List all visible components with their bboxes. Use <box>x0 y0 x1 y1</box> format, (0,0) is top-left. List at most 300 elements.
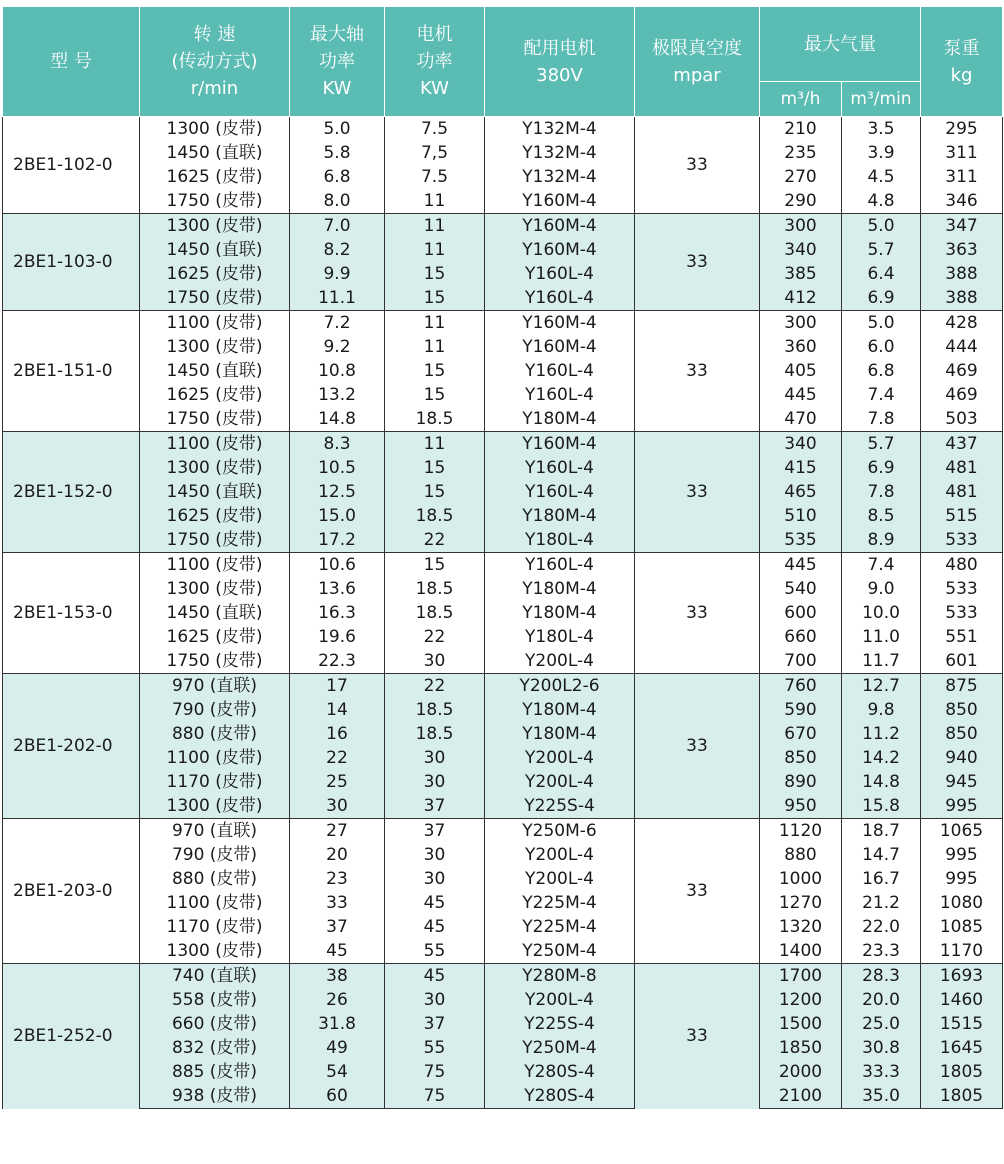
header-motor-line: 380V <box>536 64 583 86</box>
motor-model-cell: Y280S-4 <box>485 1060 635 1084</box>
airflow-m3h-cell: 1850 <box>760 1036 842 1060</box>
speed-cell: 1750 (皮带) <box>140 286 290 311</box>
model-group <box>3 117 1003 214</box>
table-row <box>3 262 1003 286</box>
airflow-m3min-cell: 9.8 <box>842 698 921 722</box>
weight-cell: 515 <box>921 504 1003 528</box>
airflow-m3h-cell: 1200 <box>760 988 842 1012</box>
header-vacuum-line: 极限真空度 <box>652 37 742 59</box>
table-header <box>3 7 1003 117</box>
weight-cell: 995 <box>921 794 1003 819</box>
airflow-m3min-cell: 9.0 <box>842 577 921 601</box>
shaft-power-cell: 16 <box>290 722 385 746</box>
motor-model-cell: Y200L-4 <box>485 770 635 794</box>
motor-power-cell: 75 <box>385 1084 485 1109</box>
airflow-m3min-cell: 5.0 <box>842 311 921 336</box>
motor-power-cell: 37 <box>385 794 485 819</box>
shaft-power-cell: 33 <box>290 891 385 915</box>
shaft-power-cell: 12.5 <box>290 480 385 504</box>
airflow-m3h-cell: 340 <box>760 432 842 457</box>
speed-cell: 790 (皮带) <box>140 843 290 867</box>
shaft-power-cell: 17 <box>290 674 385 699</box>
table-row <box>3 770 1003 794</box>
motor-power-cell: 15 <box>385 383 485 407</box>
weight-cell: 1080 <box>921 891 1003 915</box>
airflow-m3h-cell: 270 <box>760 165 842 189</box>
airflow-m3h-cell: 210 <box>760 117 842 142</box>
weight-cell: 346 <box>921 189 1003 214</box>
airflow-m3min-cell: 14.7 <box>842 843 921 867</box>
airflow-m3min-cell: 3.5 <box>842 117 921 142</box>
airflow-m3min-cell: 14.8 <box>842 770 921 794</box>
speed-cell: 1100 (皮带) <box>140 432 290 457</box>
motor-power-cell: 11 <box>385 432 485 457</box>
speed-cell: 1300 (皮带) <box>140 117 290 142</box>
airflow-m3h-cell: 700 <box>760 649 842 674</box>
motor-power-cell: 45 <box>385 964 485 989</box>
airflow-m3h-cell: 1400 <box>760 939 842 964</box>
airflow-m3min-cell: 28.3 <box>842 964 921 989</box>
airflow-m3h-cell: 2000 <box>760 1060 842 1084</box>
weight-cell: 601 <box>921 649 1003 674</box>
table-row <box>3 794 1003 819</box>
airflow-m3min-cell: 14.2 <box>842 746 921 770</box>
header-vacuum <box>635 7 760 117</box>
motor-model-cell: Y160L-4 <box>485 456 635 480</box>
model-cell: 2BE1-152-0 <box>3 432 140 553</box>
model-group <box>3 214 1003 311</box>
shaft-power-cell: 5.0 <box>290 117 385 142</box>
table-row <box>3 988 1003 1012</box>
airflow-m3h-cell: 600 <box>760 601 842 625</box>
vacuum-cell: 33 <box>635 432 760 553</box>
motor-model-cell: Y225M-4 <box>485 891 635 915</box>
table-row <box>3 189 1003 214</box>
motor-model-cell: Y280M-8 <box>485 964 635 989</box>
airflow-m3h-cell: 235 <box>760 141 842 165</box>
motor-power-cell: 18.5 <box>385 698 485 722</box>
motor-model-cell: Y180L-4 <box>485 625 635 649</box>
airflow-m3min-cell: 6.8 <box>842 359 921 383</box>
airflow-m3min-cell: 8.5 <box>842 504 921 528</box>
vacuum-cell: 33 <box>635 117 760 214</box>
airflow-m3h-cell: 880 <box>760 843 842 867</box>
weight-cell: 1065 <box>921 819 1003 844</box>
table-row <box>3 214 1003 239</box>
motor-model-cell: Y200L-4 <box>485 746 635 770</box>
motor-power-cell: 37 <box>385 819 485 844</box>
airflow-m3min-cell: 16.7 <box>842 867 921 891</box>
airflow-m3min-cell: 3.9 <box>842 141 921 165</box>
motor-power-cell: 45 <box>385 915 485 939</box>
motor-power-cell: 30 <box>385 649 485 674</box>
model-cell: 2BE1-103-0 <box>3 214 140 311</box>
shaft-power-cell: 10.8 <box>290 359 385 383</box>
airflow-m3min-cell: 6.4 <box>842 262 921 286</box>
airflow-m3min-cell: 35.0 <box>842 1084 921 1109</box>
shaft-power-cell: 30 <box>290 794 385 819</box>
airflow-m3min-cell: 7.4 <box>842 383 921 407</box>
airflow-m3min-cell: 23.3 <box>842 939 921 964</box>
airflow-m3min-cell: 7.8 <box>842 480 921 504</box>
airflow-m3min-cell: 18.7 <box>842 819 921 844</box>
airflow-m3h-cell: 360 <box>760 335 842 359</box>
speed-cell: 1450 (直联) <box>140 359 290 383</box>
airflow-m3h-cell: 590 <box>760 698 842 722</box>
airflow-m3h-cell: 850 <box>760 746 842 770</box>
motor-model-cell: Y280S-4 <box>485 1084 635 1109</box>
table-row <box>3 141 1003 165</box>
model-cell: 2BE1-252-0 <box>3 964 140 1109</box>
table-row <box>3 674 1003 699</box>
weight-cell: 875 <box>921 674 1003 699</box>
vacuum-cell: 33 <box>635 964 760 1109</box>
header-vacuum-line: mpar <box>673 64 721 86</box>
table-row <box>3 891 1003 915</box>
table-row <box>3 165 1003 189</box>
header-weight-line: 泵重 <box>943 37 980 59</box>
speed-cell: 740 (直联) <box>140 964 290 989</box>
table-row <box>3 843 1003 867</box>
speed-cell: 790 (皮带) <box>140 698 290 722</box>
table-row <box>3 311 1003 336</box>
table-row <box>3 601 1003 625</box>
airflow-m3h-cell: 535 <box>760 528 842 553</box>
motor-power-cell: 15 <box>385 480 485 504</box>
airflow-m3h-cell: 1120 <box>760 819 842 844</box>
airflow-m3h-cell: 405 <box>760 359 842 383</box>
speed-cell: 1625 (皮带) <box>140 165 290 189</box>
shaft-power-cell: 9.2 <box>290 335 385 359</box>
model-cell: 2BE1-102-0 <box>3 117 140 214</box>
header-speed-line: (传动方式) <box>171 51 258 72</box>
airflow-m3min-cell: 25.0 <box>842 1012 921 1036</box>
motor-power-cell: 18.5 <box>385 601 485 625</box>
shaft-power-cell: 9.9 <box>290 262 385 286</box>
weight-cell: 481 <box>921 456 1003 480</box>
table-row <box>3 528 1003 553</box>
header-airflow: 最大气量 <box>760 7 921 82</box>
table-row <box>3 939 1003 964</box>
airflow-m3min-cell: 12.7 <box>842 674 921 699</box>
table-row <box>3 504 1003 528</box>
shaft-power-cell: 49 <box>290 1036 385 1060</box>
airflow-m3min-cell: 22.0 <box>842 915 921 939</box>
motor-power-cell: 15 <box>385 359 485 383</box>
model-cell: 2BE1-203-0 <box>3 819 140 964</box>
motor-model-cell: Y132M-4 <box>485 165 635 189</box>
motor-model-cell: Y160M-4 <box>485 335 635 359</box>
motor-model-cell: Y160M-4 <box>485 214 635 239</box>
weight-cell: 1515 <box>921 1012 1003 1036</box>
table-row <box>3 407 1003 432</box>
motor-power-cell: 22 <box>385 528 485 553</box>
motor-power-cell: 11 <box>385 238 485 262</box>
weight-cell: 533 <box>921 601 1003 625</box>
weight-cell: 533 <box>921 528 1003 553</box>
weight-cell: 850 <box>921 698 1003 722</box>
table-row <box>3 480 1003 504</box>
airflow-m3min-cell: 20.0 <box>842 988 921 1012</box>
motor-model-cell: Y160L-4 <box>485 383 635 407</box>
motor-model-cell: Y132M-4 <box>485 141 635 165</box>
weight-cell: 311 <box>921 141 1003 165</box>
weight-cell: 1693 <box>921 964 1003 989</box>
motor-model-cell: Y160M-4 <box>485 238 635 262</box>
header-shaft-power <box>290 7 385 117</box>
speed-cell: 1100 (皮带) <box>140 553 290 578</box>
speed-cell: 1170 (皮带) <box>140 915 290 939</box>
airflow-m3h-cell: 660 <box>760 625 842 649</box>
speed-cell: 1625 (皮带) <box>140 262 290 286</box>
airflow-m3h-cell: 890 <box>760 770 842 794</box>
table-row <box>3 746 1003 770</box>
motor-power-cell: 15 <box>385 262 485 286</box>
table-row <box>3 1084 1003 1109</box>
motor-model-cell: Y250M-4 <box>485 1036 635 1060</box>
speed-cell: 1450 (直联) <box>140 480 290 504</box>
weight-cell: 533 <box>921 577 1003 601</box>
motor-power-cell: 30 <box>385 746 485 770</box>
motor-power-cell: 11 <box>385 311 485 336</box>
header-weight <box>921 7 1003 117</box>
shaft-power-cell: 38 <box>290 964 385 989</box>
table-row <box>3 698 1003 722</box>
motor-model-cell: Y180M-4 <box>485 504 635 528</box>
airflow-m3h-cell: 385 <box>760 262 842 286</box>
motor-model-cell: Y180M-4 <box>485 722 635 746</box>
airflow-m3h-cell: 465 <box>760 480 842 504</box>
table-row <box>3 286 1003 311</box>
speed-cell: 1750 (皮带) <box>140 528 290 553</box>
table-row <box>3 1036 1003 1060</box>
speed-cell: 1450 (直联) <box>140 141 290 165</box>
shaft-power-cell: 45 <box>290 939 385 964</box>
airflow-m3h-cell: 300 <box>760 311 842 336</box>
airflow-m3h-cell: 415 <box>760 456 842 480</box>
airflow-m3min-cell: 11.7 <box>842 649 921 674</box>
motor-power-cell: 30 <box>385 867 485 891</box>
weight-cell: 363 <box>921 238 1003 262</box>
table-row <box>3 456 1003 480</box>
motor-power-cell: 18.5 <box>385 722 485 746</box>
speed-cell: 880 (皮带) <box>140 722 290 746</box>
motor-model-cell: Y200L2-6 <box>485 674 635 699</box>
weight-cell: 480 <box>921 553 1003 578</box>
model-group <box>3 553 1003 674</box>
weight-cell: 995 <box>921 843 1003 867</box>
motor-power-cell: 75 <box>385 1060 485 1084</box>
speed-cell: 1100 (皮带) <box>140 311 290 336</box>
shaft-power-cell: 22.3 <box>290 649 385 674</box>
shaft-power-cell: 27 <box>290 819 385 844</box>
airflow-m3h-cell: 1270 <box>760 891 842 915</box>
motor-model-cell: Y160L-4 <box>485 359 635 383</box>
motor-model-cell: Y160L-4 <box>485 553 635 578</box>
shaft-power-cell: 6.8 <box>290 165 385 189</box>
speed-cell: 558 (皮带) <box>140 988 290 1012</box>
vacuum-cell: 33 <box>635 214 760 311</box>
table-row <box>3 1012 1003 1036</box>
airflow-m3h-cell: 510 <box>760 504 842 528</box>
motor-model-cell: Y180M-4 <box>485 407 635 432</box>
airflow-m3min-cell: 11.0 <box>842 625 921 649</box>
motor-power-cell: 7,5 <box>385 141 485 165</box>
vacuum-cell: 33 <box>635 553 760 674</box>
shaft-power-cell: 31.8 <box>290 1012 385 1036</box>
speed-cell: 1625 (皮带) <box>140 625 290 649</box>
table-row <box>3 117 1003 142</box>
model-cell: 2BE1-153-0 <box>3 553 140 674</box>
motor-model-cell: Y225S-4 <box>485 1012 635 1036</box>
shaft-power-cell: 10.5 <box>290 456 385 480</box>
header-airflow-m3min: m³/min <box>842 82 921 117</box>
shaft-power-cell: 20 <box>290 843 385 867</box>
vacuum-cell: 33 <box>635 311 760 432</box>
weight-cell: 469 <box>921 359 1003 383</box>
shaft-power-cell: 8.3 <box>290 432 385 457</box>
airflow-m3min-cell: 6.9 <box>842 286 921 311</box>
speed-cell: 1300 (皮带) <box>140 939 290 964</box>
weight-cell: 945 <box>921 770 1003 794</box>
shaft-power-cell: 5.8 <box>290 141 385 165</box>
table-row <box>3 432 1003 457</box>
weight-cell: 1460 <box>921 988 1003 1012</box>
header-motor-power <box>385 7 485 117</box>
motor-power-cell: 7.5 <box>385 117 485 142</box>
header-model: 型 号 <box>3 7 140 117</box>
motor-model-cell: Y160M-4 <box>485 311 635 336</box>
shaft-power-cell: 14.8 <box>290 407 385 432</box>
airflow-m3h-cell: 445 <box>760 553 842 578</box>
airflow-m3min-cell: 10.0 <box>842 601 921 625</box>
model-group <box>3 819 1003 964</box>
airflow-m3min-cell: 5.0 <box>842 214 921 239</box>
airflow-m3h-cell: 340 <box>760 238 842 262</box>
speed-cell: 885 (皮带) <box>140 1060 290 1084</box>
motor-power-cell: 18.5 <box>385 407 485 432</box>
shaft-power-cell: 13.2 <box>290 383 385 407</box>
weight-cell: 481 <box>921 480 1003 504</box>
airflow-m3min-cell: 11.2 <box>842 722 921 746</box>
speed-cell: 1450 (直联) <box>140 601 290 625</box>
speed-cell: 1750 (皮带) <box>140 407 290 432</box>
motor-model-cell: Y132M-4 <box>485 117 635 142</box>
motor-model-cell: Y160M-4 <box>485 189 635 214</box>
table-row <box>3 649 1003 674</box>
weight-cell: 1170 <box>921 939 1003 964</box>
motor-power-cell: 30 <box>385 770 485 794</box>
airflow-m3h-cell: 1000 <box>760 867 842 891</box>
airflow-m3min-cell: 4.8 <box>842 189 921 214</box>
model-cell: 2BE1-202-0 <box>3 674 140 819</box>
speed-cell: 1625 (皮带) <box>140 383 290 407</box>
speed-cell: 880 (皮带) <box>140 867 290 891</box>
airflow-m3h-cell: 1700 <box>760 964 842 989</box>
table-row <box>3 964 1003 989</box>
airflow-m3min-cell: 4.5 <box>842 165 921 189</box>
motor-model-cell: Y160L-4 <box>485 480 635 504</box>
header-motor-power-line: 功率 <box>416 51 453 72</box>
airflow-m3h-cell: 540 <box>760 577 842 601</box>
speed-cell: 1750 (皮带) <box>140 189 290 214</box>
header-weight-line: kg <box>950 64 973 86</box>
shaft-power-cell: 7.0 <box>290 214 385 239</box>
airflow-m3min-cell: 21.2 <box>842 891 921 915</box>
motor-power-cell: 30 <box>385 843 485 867</box>
motor-power-cell: 7.5 <box>385 165 485 189</box>
speed-cell: 1300 (皮带) <box>140 335 290 359</box>
header-motor-power-line: 电机 <box>416 24 453 45</box>
airflow-m3h-cell: 1320 <box>760 915 842 939</box>
weight-cell: 551 <box>921 625 1003 649</box>
model-group <box>3 964 1003 1109</box>
shaft-power-cell: 22 <box>290 746 385 770</box>
speed-cell: 1450 (直联) <box>140 238 290 262</box>
speed-cell: 1300 (皮带) <box>140 456 290 480</box>
motor-power-cell: 11 <box>385 189 485 214</box>
weight-cell: 428 <box>921 311 1003 336</box>
header-speed-line: 转 速 <box>193 24 236 45</box>
airflow-m3min-cell: 5.7 <box>842 432 921 457</box>
speed-cell: 1100 (皮带) <box>140 746 290 770</box>
weight-cell: 1805 <box>921 1084 1003 1109</box>
shaft-power-cell: 26 <box>290 988 385 1012</box>
shaft-power-cell: 14 <box>290 698 385 722</box>
shaft-power-cell: 25 <box>290 770 385 794</box>
airflow-m3min-cell: 5.7 <box>842 238 921 262</box>
table-row <box>3 915 1003 939</box>
header-shaft-line: KW <box>322 78 352 99</box>
speed-cell: 1170 (皮带) <box>140 770 290 794</box>
weight-cell: 503 <box>921 407 1003 432</box>
table-row <box>3 625 1003 649</box>
table-row <box>3 819 1003 844</box>
motor-model-cell: Y160L-4 <box>485 286 635 311</box>
motor-model-cell: Y200L-4 <box>485 988 635 1012</box>
airflow-m3h-cell: 1500 <box>760 1012 842 1036</box>
airflow-m3h-cell: 470 <box>760 407 842 432</box>
shaft-power-cell: 60 <box>290 1084 385 1109</box>
motor-power-cell: 30 <box>385 988 485 1012</box>
table-row <box>3 359 1003 383</box>
header-motor-power-line: KW <box>420 78 449 99</box>
weight-cell: 940 <box>921 746 1003 770</box>
speed-cell: 938 (皮带) <box>140 1084 290 1109</box>
table-row <box>3 722 1003 746</box>
airflow-m3h-cell: 300 <box>760 214 842 239</box>
weight-cell: 347 <box>921 214 1003 239</box>
speed-cell: 1300 (皮带) <box>140 214 290 239</box>
speed-cell: 1300 (皮带) <box>140 577 290 601</box>
model-cell: 2BE1-151-0 <box>3 311 140 432</box>
airflow-m3h-cell: 290 <box>760 189 842 214</box>
motor-power-cell: 22 <box>385 674 485 699</box>
speed-cell: 970 (直联) <box>140 674 290 699</box>
weight-cell: 850 <box>921 722 1003 746</box>
weight-cell: 388 <box>921 262 1003 286</box>
shaft-power-cell: 23 <box>290 867 385 891</box>
motor-power-cell: 18.5 <box>385 577 485 601</box>
airflow-m3h-cell: 670 <box>760 722 842 746</box>
speed-cell: 660 (皮带) <box>140 1012 290 1036</box>
shaft-power-cell: 19.6 <box>290 625 385 649</box>
weight-cell: 1645 <box>921 1036 1003 1060</box>
vacuum-cell: 33 <box>635 819 760 964</box>
airflow-m3min-cell: 15.8 <box>842 794 921 819</box>
speed-cell: 832 (皮带) <box>140 1036 290 1060</box>
shaft-power-cell: 11.1 <box>290 286 385 311</box>
